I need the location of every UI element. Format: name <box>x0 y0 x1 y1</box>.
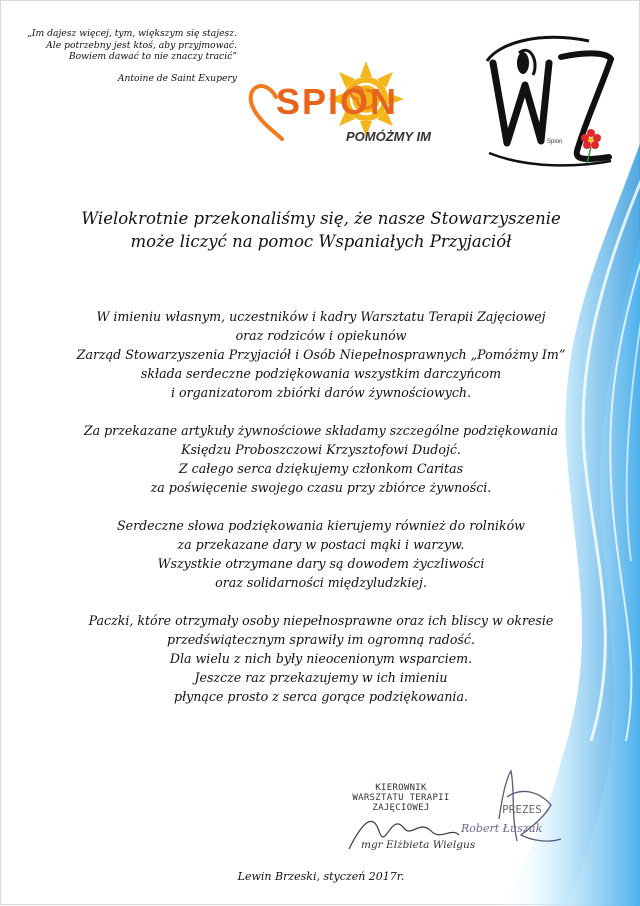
text-line: przedświątecznym sprawiły im ogromną radość. <box>167 632 475 647</box>
stamp-line: WARSZTATU TERAPII <box>352 793 450 803</box>
text-line: Jeszcze raz przekazujemy w ich imieniu <box>194 670 448 685</box>
manager-name: mgr Elżbieta Wielgus <box>361 839 476 851</box>
text-line: Paczki, które otrzymały osoby niepełnosprawne oraz ich bliscy w okresie <box>88 613 554 628</box>
text-line: płynące prosto z serca gorące podziękowania. <box>174 689 468 704</box>
quote-line: Ale potrzebny jest ktoś, aby przyjmować. <box>46 39 237 51</box>
spion-wordmark: SPION <box>276 81 399 122</box>
signature-scribbles <box>1 1 640 906</box>
stamp-manager <box>337 783 465 813</box>
text-line: za przekazane dary w postaci mąki i warzyw. <box>177 537 465 552</box>
quote-line: „Im dajesz więcej, tym, większym się stajesz. <box>27 28 237 39</box>
spion-tagline: POMÓŻMY IM <box>346 129 431 144</box>
text-line: Serdeczne słowa podziękowania kierujemy również do rolników <box>117 518 525 533</box>
stamp-line: ZAJĘCIOWEJ <box>372 803 430 813</box>
quote-author: Antoine de Saint Exupery <box>117 72 237 84</box>
text-line: Za przekazane artykuły żywnościowe składamy szczególne podziękowania <box>83 423 559 438</box>
text-line: Wszystkie otrzymane dary są dowodem życzliwości <box>157 556 485 571</box>
stamp-line: KIEROWNIK <box>375 783 427 793</box>
text-line: oraz rodziców i opiekunów <box>235 328 407 343</box>
text-line: Dla wielu z nich były nieocenionym wsparciem. <box>169 651 473 666</box>
text-line: W imieniu własnym, uczestników i kadry Warsztatu Terapii Zajęciowej <box>96 309 546 324</box>
text-line: oraz solidarności międzyludzkiej. <box>215 575 427 590</box>
president-name: Robert Łuszuk <box>461 822 543 835</box>
title-line: może liczyć na pomoc Wspaniałych Przyjaciół <box>130 232 512 251</box>
stamp-president: PREZES <box>502 803 542 816</box>
quote-line: Bowiem dawać to nie znaczy tracić” <box>68 51 237 62</box>
title-line: Wielokrotnie przekonaliśmy się, że nasze Stowarzyszenie <box>81 209 561 228</box>
text-line: i organizatorom zbiórki darów żywnościowych. <box>170 385 472 400</box>
place-and-date: Lewin Brzeski, styczeń 2017r. <box>237 870 405 883</box>
text-line: Księdzu Proboszczowi Krzysztofowi Dudojć. <box>181 442 461 457</box>
text-line: składa serdeczne podziękowania wszystkim darczyńcom <box>140 366 502 381</box>
svg-text:Spion: Spion <box>547 139 563 145</box>
text-line: Zarząd Stowarzyszenia Przyjaciół i Osób Niepełnosprawnych „Pomóżmy Im” <box>76 347 566 362</box>
text-line: Z całego serca dziękujemy członkom Caritas <box>178 461 464 476</box>
text-line: za poświęcenie swojego czasu przy zbiórce żywności. <box>150 480 492 495</box>
